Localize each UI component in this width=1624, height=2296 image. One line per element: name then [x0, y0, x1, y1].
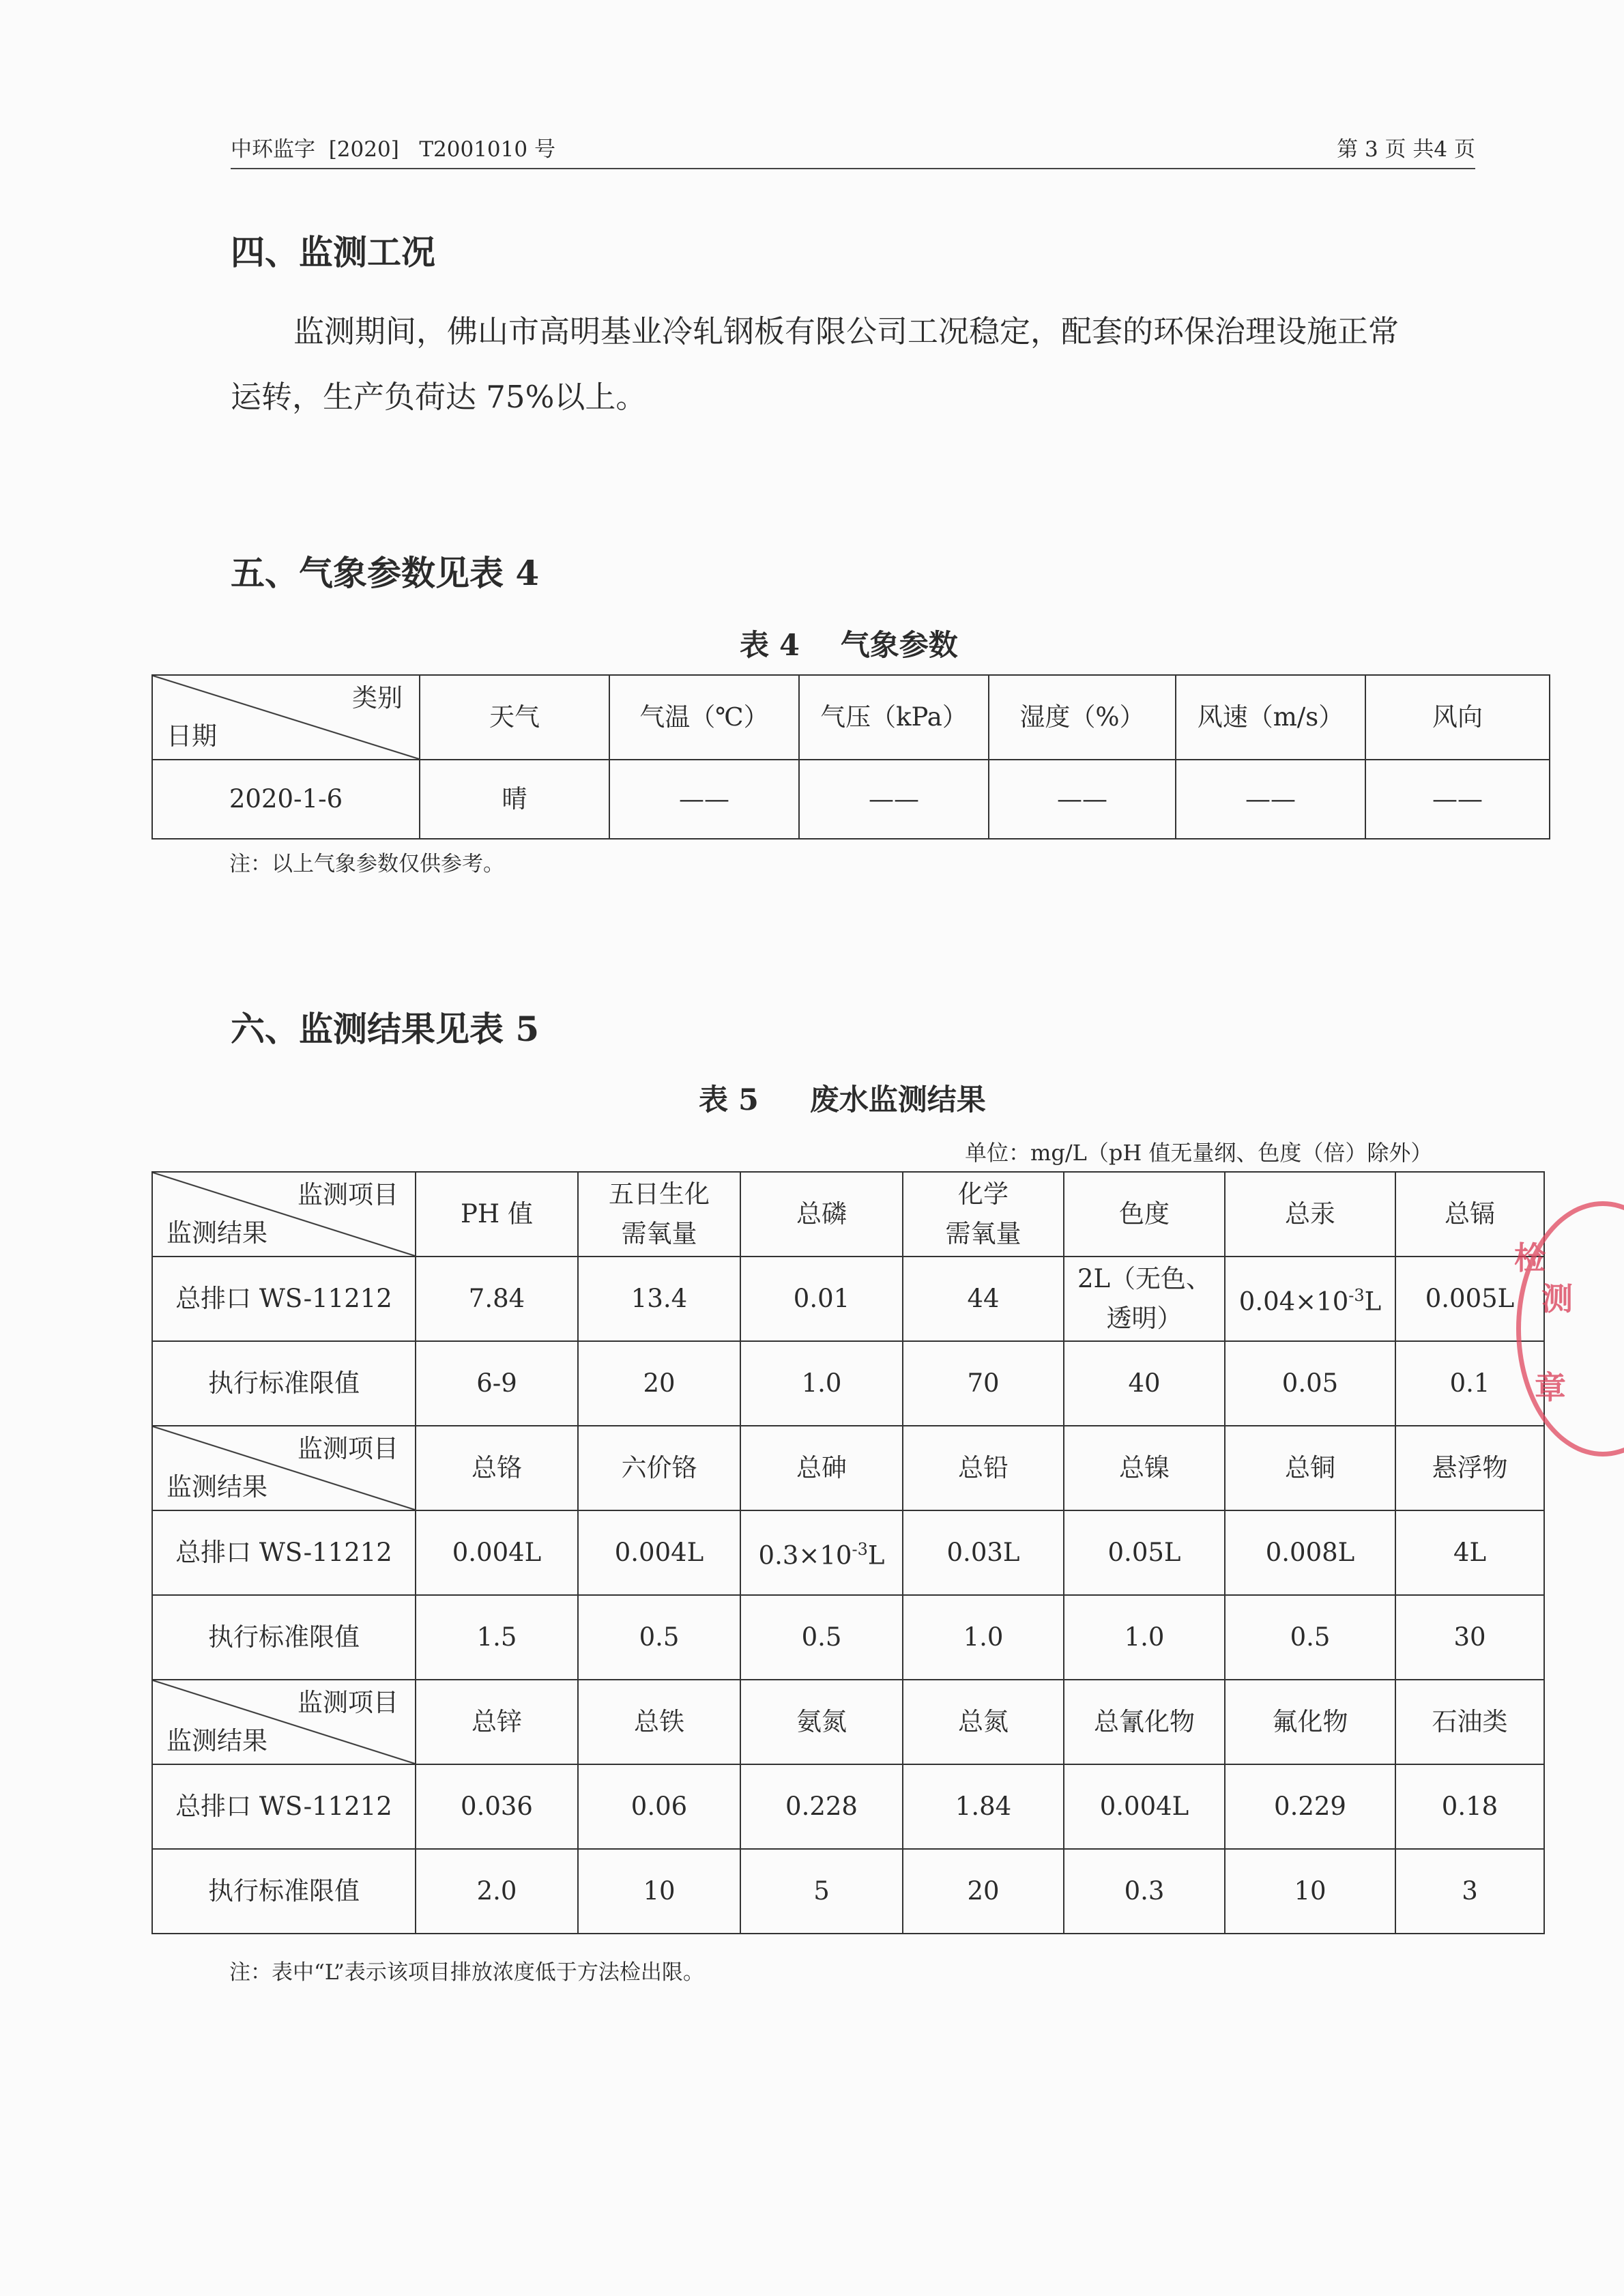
parameter-header: 总磷 [740, 1172, 903, 1257]
row-label: 总排口 WS-11212 [152, 1257, 416, 1341]
unit-note: 单位：mg/L（pH 值无量纲、色度（倍）除外） [965, 1140, 1433, 1166]
limit-value: 10 [1225, 1849, 1395, 1934]
limit-value: 10 [578, 1849, 740, 1934]
limit-row [152, 1595, 1544, 1680]
parameter-header: 总铁 [578, 1680, 740, 1764]
measured-value: 0.18 [1395, 1764, 1544, 1849]
parameter-header: 总砷 [740, 1426, 903, 1510]
diag-bottom-label: 日期 [166, 721, 217, 751]
limit-value: 1.0 [903, 1595, 1064, 1680]
measured-value: 0.03L [903, 1510, 1064, 1595]
measured-value: 0.004L [578, 1510, 740, 1595]
measured-value: $0.3\times 10^{-3}L$ [740, 1510, 903, 1595]
limit-value: 0.05 [1225, 1341, 1395, 1426]
header-cell: 风速（m/s） [1176, 675, 1365, 760]
limit-value: 0.5 [1225, 1595, 1395, 1680]
measured-value: 0.01 [740, 1257, 903, 1341]
report-number: 中环监字 [2020] T2001010 号 [231, 137, 555, 162]
parameter-header: 悬浮物 [1395, 1426, 1544, 1510]
weather-table [151, 674, 1550, 840]
page-header [231, 134, 1475, 169]
row-label: 总排口 WS-11212 [152, 1510, 416, 1595]
measured-value: 0.036 [416, 1764, 578, 1849]
diag-top-label: 类别 [352, 683, 403, 713]
parameter-header: 总铅 [903, 1426, 1064, 1510]
header-cell: 气温（℃） [609, 675, 799, 760]
section-4-title: 四、监测工况 [231, 232, 435, 272]
data-cell: —— [1176, 760, 1365, 839]
header-cell: 天气 [420, 675, 609, 760]
limit-value: 40 [1064, 1341, 1225, 1426]
measured-value: 0.06 [578, 1764, 740, 1849]
limit-value: 5 [740, 1849, 903, 1934]
diag-bottom-label: 监测结果 [166, 1726, 267, 1755]
diagonal-header-cell [152, 675, 420, 760]
limit-value: 1.0 [1064, 1595, 1225, 1680]
section-5-title: 五、气象参数见表 4 [231, 553, 540, 593]
weather-header-row [152, 675, 1550, 760]
table-4-caption: 表 4 气象参数 [740, 629, 958, 663]
row-label: 执行标准限值 [152, 1341, 416, 1426]
parameter-header: 总氰化物 [1064, 1680, 1225, 1764]
parameter-header: 总锌 [416, 1680, 578, 1764]
limit-value: 0.1 [1395, 1341, 1544, 1426]
date-cell: 2020-1-6 [152, 760, 420, 839]
diagonal-header-cell [152, 1172, 416, 1257]
weather-data-row [152, 760, 1550, 839]
outlet-row [152, 1510, 1544, 1595]
section-6-title: 六、监测结果见表 5 [231, 1009, 540, 1049]
block-header-row [152, 1680, 1544, 1764]
table-4-note: 注：以上气象参数仅供参考。 [229, 852, 504, 876]
data-cell: —— [799, 760, 989, 839]
row-label: 执行标准限值 [152, 1849, 416, 1934]
measured-value: 44 [903, 1257, 1064, 1341]
parameter-header: 总铜 [1225, 1426, 1395, 1510]
limit-value: 0.5 [578, 1595, 740, 1680]
measured-value: 1.84 [903, 1764, 1064, 1849]
measured-value: 0.004L [416, 1510, 578, 1595]
row-label: 执行标准限值 [152, 1595, 416, 1680]
parameter-header: 总氮 [903, 1680, 1064, 1764]
block-header-row [152, 1172, 1544, 1257]
measured-value: 0.228 [740, 1764, 903, 1849]
header-cell: 气压（kPa） [799, 675, 989, 760]
parameter-header: 色度 [1064, 1172, 1225, 1257]
parameter-header: 总汞 [1225, 1172, 1395, 1257]
parameter-header: PH 值 [416, 1172, 578, 1257]
page-number: 第 3 页 共4 页 [1337, 137, 1475, 162]
table-5-note: 注：表中“L”表示该项目排放浓度低于方法检出限。 [229, 1960, 704, 1985]
limit-row [152, 1849, 1544, 1934]
parameter-header: 总镍 [1064, 1426, 1225, 1510]
outlet-row [152, 1764, 1544, 1849]
block-header-row [152, 1426, 1544, 1510]
data-cell: —— [989, 760, 1176, 839]
parameter-header: 石油类 [1395, 1680, 1544, 1764]
diag-top-label: 监测项目 [298, 1434, 398, 1463]
outlet-row [152, 1257, 1544, 1341]
parameter-header: 氨氮 [740, 1680, 903, 1764]
parameter-header: 五日生化 需氧量 [578, 1172, 740, 1257]
limit-value: 6-9 [416, 1341, 578, 1426]
measured-value: 0.008L [1225, 1510, 1395, 1595]
red-seal-stamp: 检 测 章 [1516, 1201, 1624, 1456]
wastewater-table [151, 1171, 1545, 1934]
measured-value: 4L [1395, 1510, 1544, 1595]
measured-value: $0.04\times 10^{-3}L$ [1225, 1257, 1395, 1341]
data-cell: —— [609, 760, 799, 839]
measured-value: 2L（无色、 透明） [1064, 1257, 1225, 1341]
limit-row [152, 1341, 1544, 1426]
diag-top-label: 监测项目 [298, 1688, 398, 1717]
diag-bottom-label: 监测结果 [166, 1218, 267, 1248]
parameter-header: 六价铬 [578, 1426, 740, 1510]
limit-value: 70 [903, 1341, 1064, 1426]
measured-value: 13.4 [578, 1257, 740, 1341]
diagonal-header-cell [152, 1426, 416, 1510]
measured-value: 7.84 [416, 1257, 578, 1341]
limit-value: 0.5 [740, 1595, 903, 1680]
measured-value: 0.229 [1225, 1764, 1395, 1849]
table-5-caption: 表 5 废水监测结果 [699, 1083, 986, 1117]
limit-value: 20 [578, 1341, 740, 1426]
section-4-line-2: 运转，生产负荷达 75%以上。 [231, 379, 647, 415]
limit-value: 1.5 [416, 1595, 578, 1680]
limit-value: 1.0 [740, 1341, 903, 1426]
row-label: 总排口 WS-11212 [152, 1764, 416, 1849]
limit-value: 2.0 [416, 1849, 578, 1934]
parameter-header: 总铬 [416, 1426, 578, 1510]
header-cell: 湿度（%） [989, 675, 1176, 760]
data-cell: 晴 [420, 760, 609, 839]
measured-value: 0.004L [1064, 1764, 1225, 1849]
parameter-header: 氟化物 [1225, 1680, 1395, 1764]
section-4-line-1: 监测期间，佛山市高明基业冷轧钢板有限公司工况稳定，配套的环保治理设施正常 [293, 313, 1400, 349]
limit-value: 0.3 [1064, 1849, 1225, 1934]
parameter-header: 化学 需氧量 [903, 1172, 1064, 1257]
limit-value: 30 [1395, 1595, 1544, 1680]
limit-value: 3 [1395, 1849, 1544, 1934]
measured-value: 0.05L [1064, 1510, 1225, 1595]
diag-bottom-label: 监测结果 [166, 1472, 267, 1502]
measured-value: 0.005L [1395, 1257, 1544, 1341]
diagonal-header-cell [152, 1680, 416, 1764]
limit-value: 20 [903, 1849, 1064, 1934]
header-cell: 风向 [1365, 675, 1550, 760]
parameter-header: 总镉 [1395, 1172, 1544, 1257]
data-cell: —— [1365, 760, 1550, 839]
diag-top-label: 监测项目 [298, 1180, 398, 1209]
